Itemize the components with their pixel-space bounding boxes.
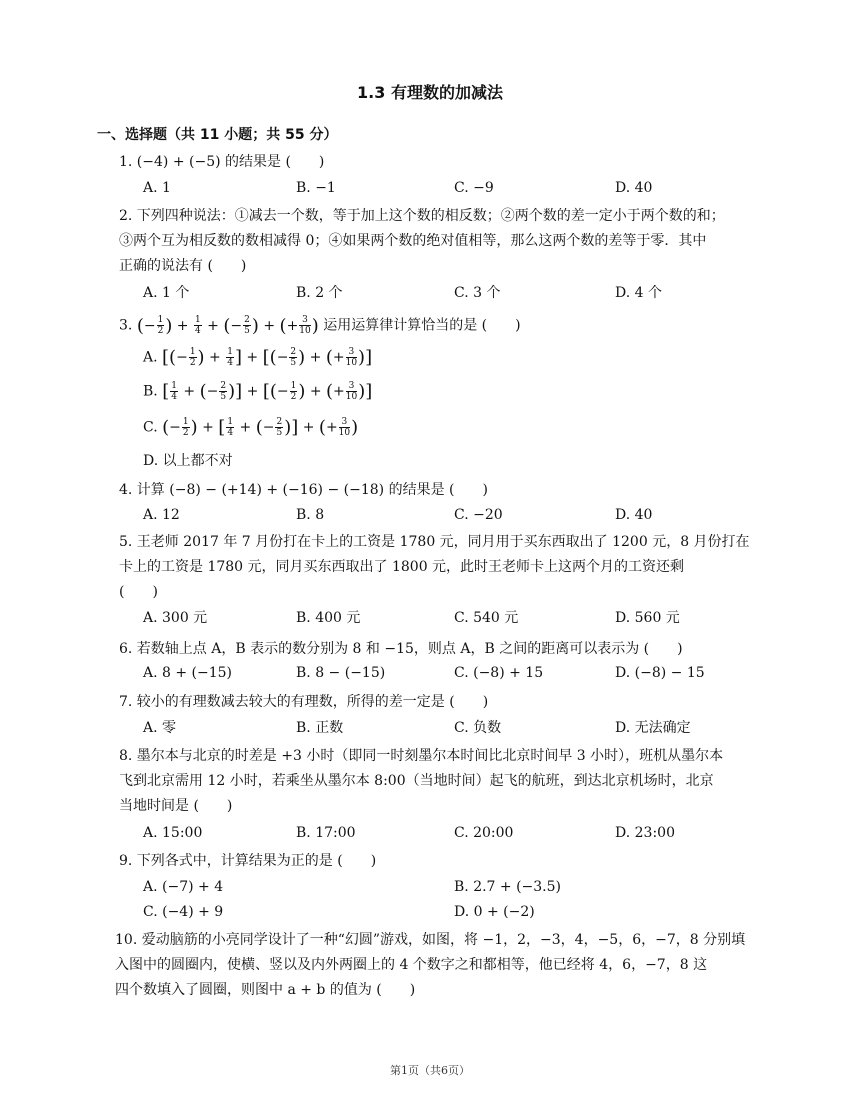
option-a[interactable]: A. 8 + (−15) xyxy=(143,665,233,681)
question-stem: 9. 下列各式中，计算结果为正的是 ( ) xyxy=(119,853,377,869)
question-2 xyxy=(119,204,769,279)
option-d[interactable]: D. 0 + (−2) xyxy=(454,904,535,920)
question-stem: 4. 计算 (−8) − (+14) + (−16) − (−18) 的结果是 ( ) xyxy=(119,482,488,498)
option-d[interactable]: D. 40 xyxy=(615,180,653,196)
option-d[interactable]: D. 无法确定 xyxy=(615,720,691,736)
question-stem: 10. 爱动脑筋的小亮同学设计了一种“幻圆”游戏，如图，将 −1，2，−3，4，−5，6，−7，8 分别填 入图中的圆圈内，使横、竖以及内外两圈上的 4 个数字之和都相等，他已经将 4，6，−7，8 这 四个数填入了圆圈，则图中 a + b 的值为 ( ) xyxy=(115,932,746,998)
question-3 xyxy=(119,313,769,339)
question-4 xyxy=(119,478,769,503)
option-c[interactable]: C. −9 xyxy=(454,180,494,196)
option-label: C. xyxy=(143,419,158,436)
question-stem: 2. 下列四种说法：①减去一个数，等于加上这个数的相反数；②两个数的差一定小于两个数的和； ③两个互为相反数的数相减得 0；④如果两个数的绝对值相等，那么这两个数的差等于零．其中 正确的说法有 ( ) xyxy=(119,208,725,274)
question-10 xyxy=(115,928,775,1003)
option-a[interactable]: A. 15:00 xyxy=(143,825,203,841)
option-a[interactable]: A. 12 xyxy=(143,507,180,523)
option-d[interactable]: D. (−8) − 15 xyxy=(615,665,705,681)
question-stem: 运用运算律计算恰当的是 ( ) xyxy=(323,317,521,334)
math-expression: (− $\frac{1}{2}$ ) + $\frac{1}{4}$ + (− $\frac{2}{5}$ ) + (+ $\frac{3}{10}$ ) xyxy=(136,315,319,336)
option-a[interactable]: A. 300 元 xyxy=(143,610,208,626)
option-a[interactable]: A. (−7) + 4 xyxy=(143,879,224,895)
option-b[interactable]: B. 17:00 xyxy=(296,825,356,841)
option-c[interactable]: C. (−8) + 15 xyxy=(454,665,544,681)
option-b[interactable]: B. 2 个 xyxy=(296,285,343,301)
option-b[interactable]: B. [ $\frac{1}{4}$ + (− $\frac{2}{5}$ )] + [(− $\frac{1}{2}$ ) + (+ $\frac{3}{10}$ )] xyxy=(143,381,373,402)
option-b[interactable]: B. 正数 xyxy=(296,720,344,736)
question-8 xyxy=(119,744,769,819)
page-title: 1.3 有理数的加减法 xyxy=(357,83,503,102)
question-7 xyxy=(119,690,769,715)
question-6 xyxy=(119,637,769,662)
question-number: 3. xyxy=(119,317,137,334)
option-d[interactable]: D. 560 元 xyxy=(615,610,680,626)
option-d[interactable]: D. 4 个 xyxy=(615,285,662,301)
question-stem: 8. 墨尔本与北京的时差是 +3 小时（即同一时刻墨尔本时间比北京时间早 3 小时），班机从墨尔本 飞到北京需用 12 小时，若乘坐从墨尔本 8:00（当地时间）起飞的航班，到达北京机场时，北京 当地时间是 ( ) xyxy=(119,748,724,814)
option-d[interactable]: D. 40 xyxy=(615,507,653,523)
question-stem: 5. 王老师 2017 年 7 月份打在卡上的工资是 1780 元，同月用于买东西取出了 1200 元，8 月份打在 卡上的工资是 1780 元，同月买东西取出了 1800 元，此时王老师卡上这两个月的工资还剩 ( ) xyxy=(119,534,750,600)
option-c[interactable]: C. (− $\frac{1}{2}$ ) + [ $\frac{1}{4}$ + (− $\frac{2}{5}$ )] + (+ $\frac{3}{10}$ ) xyxy=(143,417,359,438)
option-a[interactable]: A. [(− $\frac{1}{2}$ ) + $\frac{1}{4}$ ] + [(− $\frac{2}{5}$ ) + (+ $\frac{3}{10}$ )] xyxy=(143,347,373,368)
option-c[interactable]: C. 负数 xyxy=(454,720,502,736)
option-d[interactable]: D. 23:00 xyxy=(615,825,675,841)
option-c[interactable]: C. 540 元 xyxy=(454,610,519,626)
option-b[interactable]: B. 8 xyxy=(296,507,325,523)
option-a[interactable]: A. 1 xyxy=(143,180,171,196)
question-stem: 1. (−4) + (−5) 的结果是 ( ) xyxy=(119,154,325,170)
section-heading: 一、选择题（共 11 小题；共 55 分） xyxy=(97,127,338,143)
option-c[interactable]: C. (−4) + 9 xyxy=(143,904,224,920)
option-c[interactable]: C. −20 xyxy=(454,507,503,523)
option-c[interactable]: C. 20:00 xyxy=(454,825,514,841)
option-b[interactable]: B. 400 元 xyxy=(296,610,361,626)
option-a[interactable]: A. 零 xyxy=(143,720,177,736)
option-label: A. xyxy=(143,349,158,366)
question-9 xyxy=(119,849,769,874)
option-label: B. xyxy=(143,383,158,400)
option-b[interactable]: B. 2.7 + (−3.5) xyxy=(454,879,562,895)
question-1 xyxy=(119,150,769,175)
question-stem: 6. 若数轴上点 A，B 表示的数分别为 8 和 −15，则点 A，B 之间的距离可以表示为 ( ) xyxy=(119,641,683,657)
option-b[interactable]: B. 8 − (−15) xyxy=(296,665,386,681)
option-d[interactable]: D. 以上都不对 xyxy=(143,453,233,469)
page-footer: 第1页（共6页） xyxy=(390,1064,470,1077)
question-stem: 7. 较小的有理数减去较大的有理数，所得的差一定是 ( ) xyxy=(119,694,489,710)
option-b[interactable]: B. −1 xyxy=(296,180,336,196)
option-c[interactable]: C. 3 个 xyxy=(454,285,501,301)
option-a[interactable]: A. 1 个 xyxy=(143,285,190,301)
question-5 xyxy=(119,530,769,605)
